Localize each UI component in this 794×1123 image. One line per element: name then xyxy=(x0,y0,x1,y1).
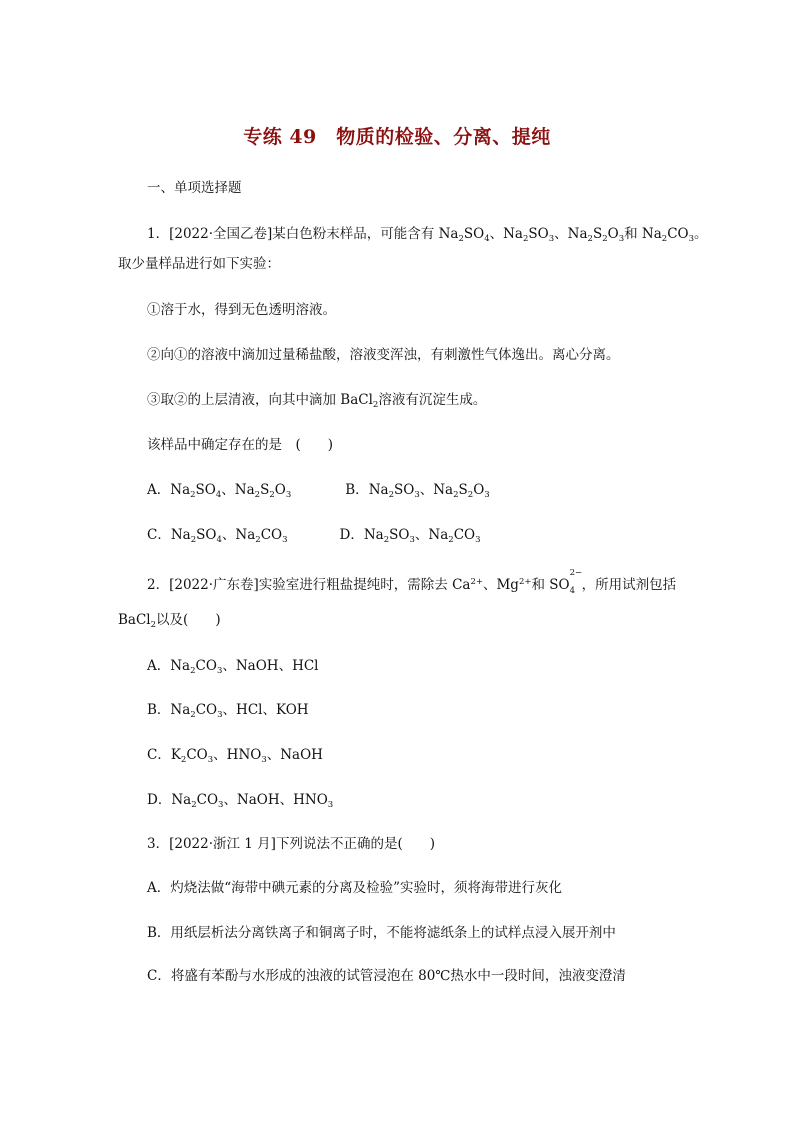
question-1-step-1: ①溶于水，得到无色透明溶液。 xyxy=(147,302,336,318)
option-d: D．$Na_2SO_3$、$Na_2CO_3$ xyxy=(339,527,481,545)
question-source: [2022·广东卷] xyxy=(169,577,259,593)
question-1-stem: 1．[2022·全国乙卷]某白色粉末样品，可能含有 $Na_2SO_4$、$Na_2SO_3$、$Na_2S_2O_3$和 $Na_2CO_3$。 xyxy=(147,226,708,244)
question-1-stem-cont: 取少量样品进行如下实验： xyxy=(118,256,280,272)
question-2-stem: 2．[2022·广东卷]实验室进行粗盐提纯时，需除去 $Ca^{2+}$、$Mg^{2+}$和 SO 2− 4 ，所用试剂包括 xyxy=(147,568,677,596)
question-source: [2022·浙江 1 月] xyxy=(169,836,276,852)
question-1-step-3: ③取②的上层清液，向其中滴加 BaCl$_2$溶液有沉淀生成。 xyxy=(147,392,487,410)
question-1-step-2: ②向①的溶液中滴加过量稀盐酸，溶液变浑浊，有刺激性气体逸出。离心分离。 xyxy=(147,347,620,363)
option-c: C．$Na_2SO_4$、$Na_2CO_3$ xyxy=(147,527,288,545)
question-2-option-d: D．$Na_2CO_3$、NaOH、$HNO_3$ xyxy=(147,792,334,810)
question-1-options-cd xyxy=(147,525,481,545)
question-1-options-ab xyxy=(147,480,490,500)
question-2-option-a: A．$Na_2CO_3$、NaOH、HCl xyxy=(147,658,319,676)
question-number: 1． xyxy=(147,226,170,242)
document-title: 专练 49 物质的检验、分离、提纯 xyxy=(243,126,551,148)
question-number: 2． xyxy=(147,577,170,593)
sulfate-ion-charge: 2− 4 xyxy=(569,568,583,596)
question-2-option-c: C．$K_2CO_3$、$HNO_3$、NaOH xyxy=(147,747,323,765)
option-a: A．$Na_2SO_4$、$Na_2S_2O_3$ xyxy=(147,482,292,500)
question-3-option-c: C．将盛有苯酚与水形成的浊液的试管浸泡在 80℃热水中一段时间，浊液变澄清 xyxy=(147,968,626,984)
question-2-option-b: B．$Na_2CO_3$、HCl、KOH xyxy=(147,702,309,720)
question-3-option-a: A．灼烧法做“海带中碘元素的分离及检验”实验时，须将海带进行灰化 xyxy=(147,880,563,896)
question-3-option-b: B．用纸层析法分离铁离子和铜离子时，不能将滤纸条上的试样点浸入展开剂中 xyxy=(147,925,616,941)
question-source: [2022·全国乙卷] xyxy=(169,226,273,242)
section-heading: 一、单项选择题 xyxy=(147,180,242,196)
option-b: B．$Na_2SO_3$、$Na_2S_2O_3$ xyxy=(345,482,490,500)
question-1-ask: 该样品中确定存在的是 ( ) xyxy=(147,437,334,453)
question-3-stem: 3．[2022·浙江 1 月]下列说法不正确的是( ) xyxy=(147,836,435,852)
question-2-stem-cont: BaCl$_2$以及( ) xyxy=(118,612,221,630)
question-number: 3． xyxy=(147,836,170,852)
